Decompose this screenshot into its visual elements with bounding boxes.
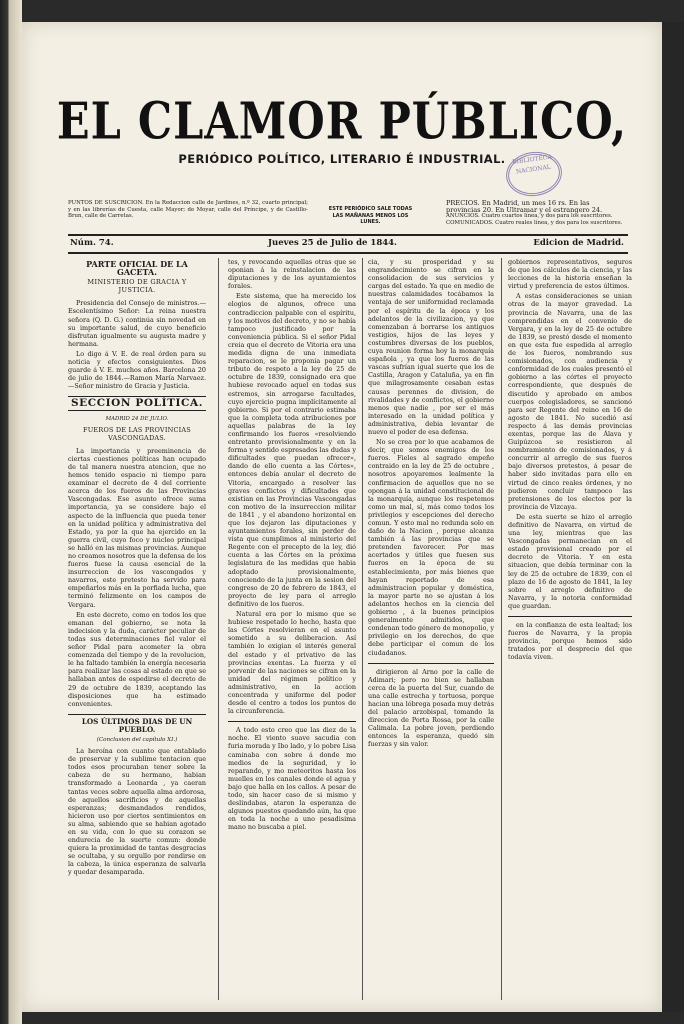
article-paragraph: gobiernos representativos, seguros de que los cálculos de la ciencia, y las lecciones de la historia enseñan la virtud y preferencia de estos últimos.	[508, 258, 632, 291]
pricing-info	[446, 200, 624, 226]
issue-date: Jueves 25 de Julio de 1844.	[268, 238, 398, 248]
article-paragraph: A estas consideraciones se unian otras de la mayor gravedad. La provincia de Navarra, una de las comprendidas en el convenio de Vergara, y en la ley de 25 de octubre de 1839, se prestó desde el momento en que esta fue espedida al arreglo de los fueros, nombrando sus comisionados, con audiencia y conformidad de los cuales presentó el gobierno a las córtes el proyecto correspondiente, que después de discutido y aprobado en ambos cuerpos colegisladores, se sancionó para ser Regente del reino en 16 de agosto de 1841. No sucedió así respecto á las demás provincias exentas, porque las de Álava y Guipúzcoa se resistieron al nombramiento de comisionados, y á concurrir al arreglo de sus fueros bajo diversos pretestos, á pesar de haber sido invitadas para ello en virtud de cinco reales órdenes, y no pudieron concluir tampoco las pretensiones de los electos por la provincia de Vizcaya.	[508, 292, 632, 511]
section-dateline: MADRID 24 DE JULIO.	[105, 415, 169, 422]
column-rule	[218, 258, 219, 1000]
serial-subheading: (Conclusion del capítulo XI.)	[96, 736, 178, 743]
column-rule	[501, 258, 502, 1000]
article-paragraph: cia, y su prosperidad y su engrandecimiento se cifran en la consolidacion de sus servicios y cargas del estado. Ya que en medio de nuestras calamidades tocábamos la ventaja de ser uniformidad reclamada por el espíritu de la época y los adelantos de la civilizacion, ya que comenzaban á borrarse los antiguos vestigios, hijos de las leyes y costumbres diversas de los pueblos, cuya reunion forma hoy la monarquía española , ya que los fueros de las vascas sufrían igual suerte que los de Castilla, Aragon y Cataluña, ya en fin que milagrosamente cesaban estas causas perennes de division, de rivalidades y de conflictos, el gobierno menos que nadie , por ser el más interesado en la unidad política y administrativa, debia levantar de nuevo el poder de esa defensa.	[368, 258, 494, 436]
serial-paragraph: dirigieron al Arno por la calle de Adimari; pero no bien se hallaban cerca de la puerta del Sur, cuando de una calle estrecha y tortuosa, porque hacian una lóbrega posada muy detrás del palacio arzobispal, tomando la direccion de Porta Rossa, por la calle Calimala. La pobre joven, perdiendo entonces la esperanza, quedó sin fuerzas y sin valor.	[368, 667, 494, 749]
edition-label: Edicion de Madrid.	[533, 238, 624, 248]
subscription-points: PUNTOS DE SUSCRICION. En la Redaccion calle de Jardines, n.º 32, cuarto principal; y en las librerías de Cuesta, calle Mayor; de Moyar, calle del Príncipe, y de Castillo-Brun, calle de Carretas.	[68, 200, 308, 220]
article-paragraph: La importancia y preeminencia de ciertas cuestiones políticas han ocupado de tal manera nuestra atencion, que no hemos tenido espacio ni tiempo para examinar el decreto de 4 del corriente acerca de los fueros de las Provincias Vascongadas. Ese asunto ofrece suma importancia, ya se considere bajo el aspecto de la influencia que pueda tener en la unidad política y administrativa del Estado, ya por la que ha ejercido en la guerra civil, cuyo foco y núcleo principal se halló en las mismas provincias. Aunque no creamos nosotros que la defensa de los fueros fuese la causa esencial de la insurreccion de los vascongados y navarros, este pretesto ha servido para empeñarlos más en la porfiada lucha, que terminó felizmente en los campos de Vergara.	[68, 446, 206, 609]
article-paragraph: No se crea por lo que acabamos de decir, que somos enemigos de los fueros. Fieles al sagrado empeño contraido en la ley de 25 de octubre , nosotros apoyaremos lealmente la confirmacion de aquellos que no se opongan á la unidad constitucional de la monarquía, aunque los respetemos como un mal, sí, más como todos los privilegios y escepciones del derecho comun. Y esto mal no redunda solo en daño de la Nacion , porque alcanza también á las provincias que se pretenden favorecer. Por mas acertados y útiles que fuesen sus fueros en la época de su establecimiento, por más bienes que hayan reportado de esa administracion popular y doméstica, la mayor parte no se ajustan á los adelantos hechos en la ciencia del gobierno , á la buenos principios generalmente admitidos, que condenan todo género de monopolio, y privilegio en los derechos, de que debe participar el comun de los ciudadanos.	[368, 438, 494, 657]
serial-heading: LOS ÚLTIMOS DIAS DE UN PUEBLO.	[68, 714, 206, 734]
article-paragraph: En este decreto, como en todos los que emanan del gobierno, se nota la indecision y la duda, carácter peculiar de todas sus determinaciones fiel valor el señor Pidal para acometer la obra comenzada del tiempo y de la revolucion, le ha faltado también la energía necesaria para realizar las cosas al estado en que se hallaban antes de espedirse el decreto de 29 de octubre de 1839, aceptando las disposiciones que ha estimado convenientes.	[68, 610, 206, 708]
anuncios-text: ANUNCIOS. Cuatro cuartos línea, y dos para los suscritores.	[446, 213, 613, 220]
serial-paragraph: La heroína con cuanto que entablado de preservar y la sublime tentacion que todos esos procuraban tener sobre la cabeza de su hermano, habian transformado a Leonarda , ya caeran tantas veces sobre aquella alma ardorosa, de aquellos sacrificios y de aquellas esperanzas; desmandados rendidos, hicieron uso por ciertos sentimientos en su alma, sabiendo que se habian agotado en su vida, con lo que su corazon se endurecia de la suerte comun: donde quiera la proximidad de tantas desgracias se ocultaba, y su orgullo por rendirse en la cabeza, la única esperanza de salvarla y quedar desamparada.	[68, 747, 206, 877]
library-stamp-text: BIBLIOTECA NACIONAL	[511, 153, 553, 176]
column-1	[68, 258, 206, 879]
dateline-bar	[68, 234, 628, 254]
column-rule	[362, 258, 363, 1000]
newspaper-page	[22, 22, 662, 1012]
section-heading: SECCION POLÍTICA.	[68, 396, 206, 410]
issue-number: Núm. 74.	[70, 238, 114, 248]
column-3	[368, 258, 494, 751]
newspaper-title: EL CLAMOR PÚBLICO,	[56, 92, 628, 152]
serial-section	[228, 721, 356, 831]
article-paragraph: Presidencia del Consejo de ministros.—Escelentísimo Señor: La reina nuestra señora (Q. D. G.) continúa sin novedad en su importante salud, de cuyo beneficio disfrutan igualmente su augusta madre y hermana.	[68, 299, 206, 348]
serial-paragraph: en la confianza de esta lealtad; los fueros de Navarra, y la propia provincia, porque hemos sido tratados por el desprecio del que todavía viven.	[508, 621, 632, 662]
publication-schedule: ESTE PERIÓDICO SALE TODAS LAS MAÑANAS MENOS LOS LUNES.	[328, 206, 413, 226]
serial-paragraph: A todo esto creo que las diez de la noche. El viento suave sacudia con furia morada y Ibo lado, y lo pobre Lisa caminaba con sobre á donde mo medios de la seguridad, y lo reparando, y mo meteoritos hasta los muelles en los canales donde el agua y bajo que halla en los callos. A pesar de todo, sin hacer caso de si mismo y deslindabas, ataron la esperanza de algunos puestos quedando aún, ha que en toda la noche a uno pesadisima mano no buscaba a piel.	[228, 726, 356, 832]
masthead	[22, 90, 662, 166]
newspaper-subtitle: PERIÓDICO POLÍTICO, LITERARIO É INDUSTRIAL.	[178, 152, 506, 166]
page-edge-shadow	[660, 22, 684, 1012]
article-paragraph: De esta suerte se hizo el arreglo definitivo de Navarra, en virtud de una ley, mientras que las Vascongadas permanecian en el estado provisional creado por el decreto de Vitoria. Y en esta situacion, que debía terminar con la ley de 25 de octubre de 1839, con el plazo de 16 de agosto de 1841, la ley sobre el arreglo definitivo de Navarra, y la notoria conformidad que guardan.	[508, 512, 632, 610]
column-2	[228, 258, 356, 833]
article-paragraph: Este sistema, que ha merecido los elogios de algunos, ofrece una contradiccion palpable con el espíritu, y los motivos del decreto, y no se había tampoco justificado por la conveniencia pública. Si el señor Pidal creia que el decreto de Vitoria era una medida digna de una inmediata reparacion, se le proponia pagar un tributo de respeto a la ley de 25 de octubre de 1839, consignado era que hubiese revocado aquel en todas sus estremos, sin arrogarse facultades, cuyo ejercicio pugna implícitamente al gobierno. Si por el contrario estimaba que la completa toda atribuciones por aquellas palabras de la ley confirmando los fueros «resolviendo entretanto provisionalmente y en la forma y sentido espresados las dudas y dificultades que puedan ofrecer», dando de ello cuenta a las Córtes», entonces debía anular el decreto de Vitoria, encargado a resolver las graves conflictos y dificultades que existian en las Provincias Vascongadas con motivo de la insurreccion militar de 1841 , y el abandono horizontal en que los dejaron las diputaciones y ayuntamientos forales, sin perder de vista que cumplimos al ministerio del Regente con el precepto de la ley, dió cuenta a las Córtes en la próxima legislatura de las medidas que habia adoptado provisionalmente, conociendo de la junta en la sesion del congreso de 20 de febrero de 1843, el proyecto de ley para el arreglo definitivo de los fueros.	[228, 292, 356, 608]
prices-text: PRECIOS. En Madrid, un mes 16 rs. En las provincias 20. En Ultramar y el estrangero 24.	[446, 199, 603, 214]
serial-section	[508, 616, 632, 661]
comunicados-text: COMUNICADOS. Cuatro reales línea, y dos para los suscritores.	[446, 219, 623, 226]
article-paragraph: Lo digo á V. E. de real órden para su noticia y efectos consiguientes. Dios guarde á V. E. muchos años. Barcelona 20 de julio de 1844.—Ramon María Narvaez.—Señor ministro de Gracia y Justicia.	[68, 349, 206, 391]
subscription-info-bar	[68, 200, 624, 234]
article-heading: FUEROS DE LAS PROVINCIAS VASCONGADAS.	[83, 425, 191, 442]
column-4	[508, 258, 632, 664]
official-gazette-heading: PARTE OFICIAL DE LA GACETA.	[86, 259, 188, 278]
book-spine	[0, 0, 22, 1024]
article-paragraph: tes, y revocando aquellas otras que se oponian á la reinstalacion de las diputaciones y de los ayuntamientos forales.	[228, 258, 356, 291]
article-paragraph: Natural era por lo mismo que se hubiese respetado lo hecho, hasta que las Córtes resolvieran en el asunto sometido a su deliberacion. Así también lo exigian el interés general del estado y el privativo de las provincias exentas. La fuerza y el porvenir de las naciones se cifran en la unidad del régimen político y administrativo, en la accion concentrada y uniforme del poder desde el centro a todos los puntos de la circunferencia.	[228, 610, 356, 716]
ministry-heading: MINISTERIO DE GRACIA Y JUSTICIA.	[87, 278, 187, 295]
serial-section	[368, 663, 494, 749]
